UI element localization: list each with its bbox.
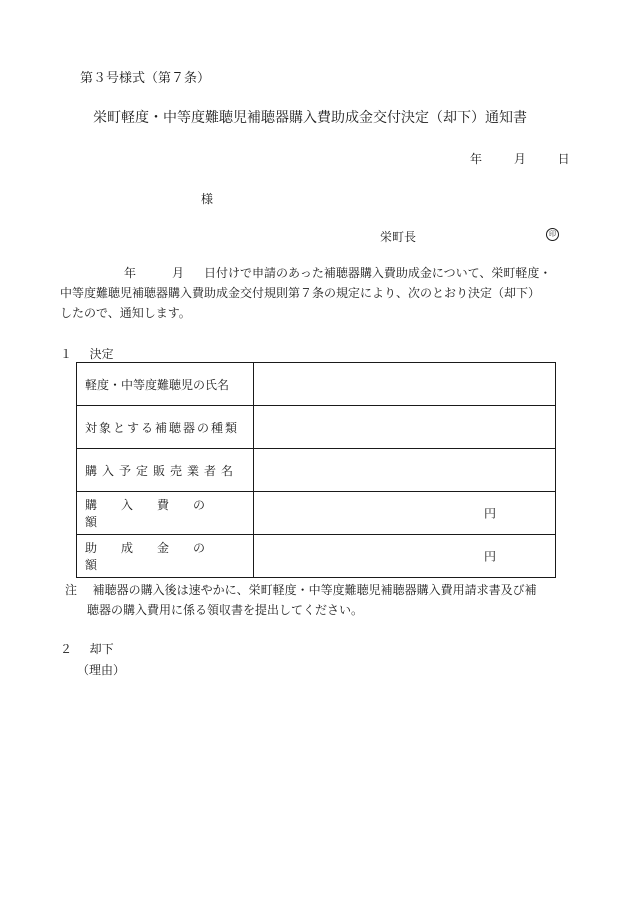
date-month: 月 xyxy=(513,152,526,166)
subsidy-amount-field[interactable] xyxy=(254,535,556,578)
section-1-number: １ xyxy=(60,347,73,361)
seal-icon: 印 xyxy=(546,228,559,241)
row-label: 助成金の額 xyxy=(77,535,254,578)
date-day: 日 xyxy=(557,152,570,166)
note xyxy=(65,580,585,620)
body-line-1 xyxy=(60,263,580,283)
note-prefix: 注 xyxy=(65,583,78,597)
issuer-name: 栄町長 xyxy=(380,230,417,244)
reason-label: （理由） xyxy=(77,663,126,677)
note-line-2: 聴器の購入費用に係る領収書を提出してください。 xyxy=(87,603,364,617)
decision-table xyxy=(76,362,556,578)
yen-unit: 円 xyxy=(484,549,497,564)
form-number: 第３号様式（第７条） xyxy=(80,71,211,86)
date-year: 年 xyxy=(470,152,483,166)
table-row xyxy=(77,535,556,578)
section-1-label: 決定 xyxy=(89,347,114,361)
table-row xyxy=(77,492,556,535)
table-row xyxy=(77,406,556,449)
body-line-1-text: 日付けで申請のあった補聴器購入費助成金について、栄町軽度・ xyxy=(204,266,552,280)
section-1-heading xyxy=(60,345,114,362)
body-month: 月 xyxy=(172,266,185,280)
body-line-2: 中等度難聴児補聴器購入費助成金交付規則第７条の規定により、次のとおり決定（却下） xyxy=(60,286,541,300)
table-row xyxy=(77,363,556,406)
row-label: 軽度・中等度難聴児の氏名 xyxy=(77,363,254,406)
section-2-heading xyxy=(60,640,114,657)
date-line xyxy=(470,150,570,167)
body-year: 年 xyxy=(124,266,137,280)
table-row xyxy=(77,449,556,492)
row-label: 購入費の額 xyxy=(77,492,254,535)
body-paragraph xyxy=(60,263,580,323)
note-line-1-text: 補聴器の購入後は速やかに、栄町軽度・中等度難聴児補聴器購入費用請求書及び補 xyxy=(92,583,537,597)
purchase-amount-field[interactable] xyxy=(254,492,556,535)
document-title: 栄町軽度・中等度難聴児補聴器購入費助成金交付決定（却下）通知書 xyxy=(93,110,527,126)
yen-unit: 円 xyxy=(484,506,497,521)
hearing-aid-type-field[interactable] xyxy=(254,406,556,449)
row-label: 購入予定販売業者名 xyxy=(77,449,254,492)
vendor-name-field[interactable] xyxy=(254,449,556,492)
addressee-suffix: 様 xyxy=(201,192,214,206)
section-2-number: ２ xyxy=(60,642,73,656)
section-2-label: 却下 xyxy=(89,642,114,656)
note-line-1 xyxy=(65,580,585,600)
row-label: 対象とする補聴器の種類 xyxy=(77,406,254,449)
body-line-3: したので、通知します。 xyxy=(60,306,191,320)
child-name-field[interactable] xyxy=(254,363,556,406)
